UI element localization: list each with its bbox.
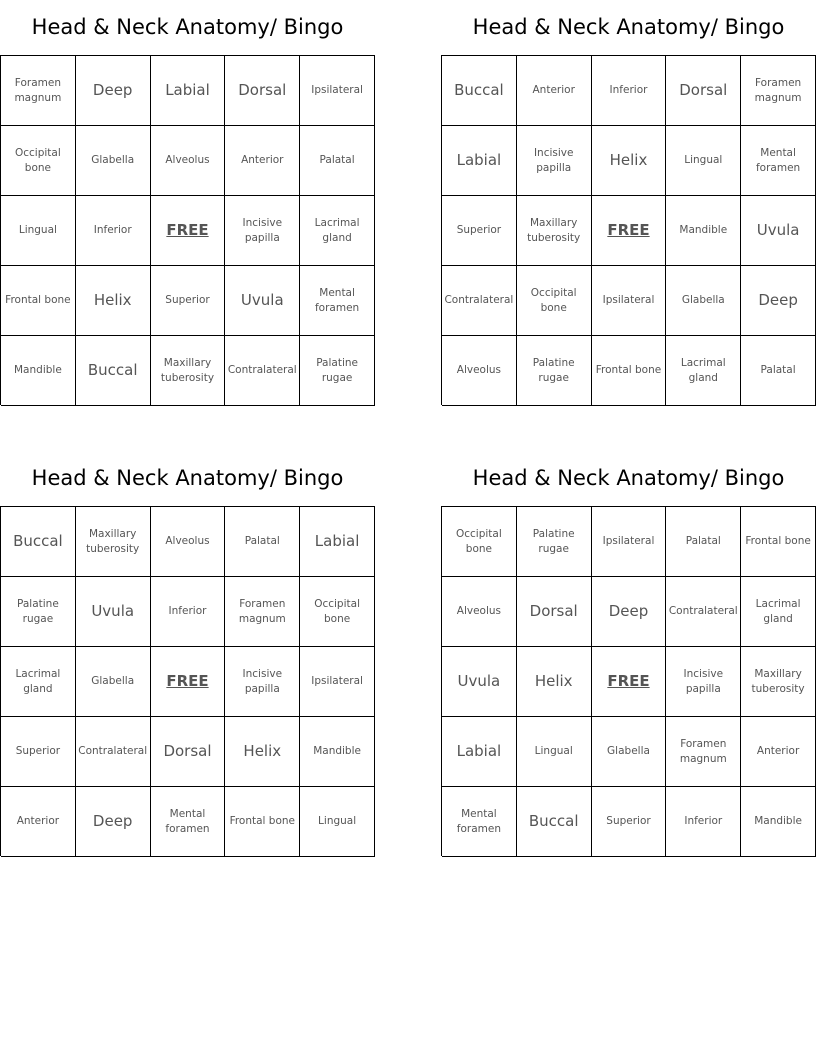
bingo-cell: Deep — [741, 266, 816, 336]
bingo-cell: Incisive papilla — [517, 126, 592, 196]
bingo-cell: Mental foramen — [151, 787, 226, 857]
bingo-cell: Palatal — [741, 336, 816, 406]
bingo-cell: Palatine rugae — [1, 577, 76, 647]
bingo-grid — [441, 506, 816, 856]
bingo-cell: Maxillary tuberosity — [76, 507, 151, 577]
free-space-cell: FREE — [592, 647, 667, 717]
card-title: Head & Neck Anatomy/ Bingo — [31, 466, 344, 490]
bingo-cell: Buccal — [1, 507, 76, 577]
bingo-cell: Lacrimal gland — [1, 647, 76, 717]
bingo-cell: Occipital bone — [442, 507, 517, 577]
bingo-cell: Glabella — [76, 647, 151, 717]
bingo-cell: Palatal — [666, 507, 741, 577]
bingo-cell: Mandible — [741, 787, 816, 857]
bingo-card-4 — [441, 451, 816, 856]
bingo-cell: Deep — [76, 56, 151, 126]
bingo-cell: Lacrimal gland — [666, 336, 741, 406]
bingo-cell: Inferior — [666, 787, 741, 857]
bingo-cell: Inferior — [76, 196, 151, 266]
bingo-cell: Dorsal — [225, 56, 300, 126]
bingo-cell: Occipital bone — [300, 577, 375, 647]
bingo-cell: Helix — [592, 126, 667, 196]
bingo-cell: Frontal bone — [592, 336, 667, 406]
bingo-cell: Anterior — [225, 126, 300, 196]
bingo-cell: Inferior — [592, 56, 667, 126]
bingo-cell: Occipital bone — [1, 126, 76, 196]
bingo-cell: Foramen magnum — [1, 56, 76, 126]
bingo-cell: Anterior — [517, 56, 592, 126]
bingo-cell: Alveolus — [442, 577, 517, 647]
bingo-cell: Mental foramen — [741, 126, 816, 196]
bingo-cell: Helix — [517, 647, 592, 717]
free-space-cell: FREE — [151, 647, 226, 717]
bingo-cell: Dorsal — [517, 577, 592, 647]
bingo-cell: Labial — [442, 126, 517, 196]
free-space-cell: FREE — [151, 196, 226, 266]
bingo-cell: Mandible — [300, 717, 375, 787]
bingo-cell: Anterior — [741, 717, 816, 787]
bingo-cell: Lingual — [517, 717, 592, 787]
bingo-grid — [0, 55, 375, 405]
bingo-cell: Mandible — [1, 336, 76, 406]
bingo-cell: Anterior — [1, 787, 76, 857]
bingo-cell: Dorsal — [151, 717, 226, 787]
bingo-cell: Foramen magnum — [225, 577, 300, 647]
bingo-cell: Palatine rugae — [517, 336, 592, 406]
bingo-cell: Palatine rugae — [300, 336, 375, 406]
bingo-cell: Occipital bone — [517, 266, 592, 336]
bingo-cell: Palatine rugae — [517, 507, 592, 577]
bingo-grid — [0, 506, 375, 856]
bingo-cell: Contralateral — [442, 266, 517, 336]
bingo-cell: Lingual — [1, 196, 76, 266]
bingo-cell: Labial — [442, 717, 517, 787]
bingo-cell: Superior — [592, 787, 667, 857]
bingo-cell: Inferior — [151, 577, 226, 647]
bingo-cell: Incisive papilla — [225, 647, 300, 717]
bingo-cell: Ipsilateral — [300, 56, 375, 126]
bingo-cell: Incisive papilla — [666, 647, 741, 717]
bingo-cell: Foramen magnum — [666, 717, 741, 787]
card-title: Head & Neck Anatomy/ Bingo — [472, 466, 785, 490]
bingo-cell: Maxillary tuberosity — [151, 336, 226, 406]
bingo-grid — [441, 55, 816, 405]
bingo-cell: Buccal — [517, 787, 592, 857]
bingo-cell: Incisive papilla — [225, 196, 300, 266]
bingo-cell: Lingual — [300, 787, 375, 857]
card-title: Head & Neck Anatomy/ Bingo — [31, 15, 344, 39]
card-title: Head & Neck Anatomy/ Bingo — [472, 15, 785, 39]
bingo-cell: Lingual — [666, 126, 741, 196]
bingo-cell: Ipsilateral — [592, 266, 667, 336]
bingo-cell: Superior — [1, 717, 76, 787]
bingo-cell: Superior — [151, 266, 226, 336]
bingo-cell: Contralateral — [225, 336, 300, 406]
bingo-cell: Palatal — [225, 507, 300, 577]
bingo-cell: Glabella — [592, 717, 667, 787]
bingo-cell: Uvula — [225, 266, 300, 336]
bingo-cell: Buccal — [442, 56, 517, 126]
free-space-cell: FREE — [592, 196, 667, 266]
bingo-cell: Frontal bone — [1, 266, 76, 336]
bingo-cell: Labial — [151, 56, 226, 126]
bingo-cell: Contralateral — [666, 577, 741, 647]
bingo-cell: Alveolus — [151, 126, 226, 196]
bingo-card-1 — [0, 0, 375, 405]
bingo-card-2 — [441, 0, 816, 405]
bingo-cell: Uvula — [76, 577, 151, 647]
bingo-cell: Maxillary tuberosity — [741, 647, 816, 717]
bingo-cell: Uvula — [741, 196, 816, 266]
bingo-cell: Superior — [442, 196, 517, 266]
bingo-cell: Buccal — [76, 336, 151, 406]
bingo-cell: Palatal — [300, 126, 375, 196]
bingo-cell: Frontal bone — [741, 507, 816, 577]
bingo-cell: Dorsal — [666, 56, 741, 126]
bingo-cell: Deep — [76, 787, 151, 857]
bingo-cell: Uvula — [442, 647, 517, 717]
bingo-cell: Contralateral — [76, 717, 151, 787]
bingo-cell: Frontal bone — [225, 787, 300, 857]
bingo-cell: Alveolus — [442, 336, 517, 406]
bingo-cell: Maxillary tuberosity — [517, 196, 592, 266]
bingo-cell: Mental foramen — [442, 787, 517, 857]
bingo-cell: Glabella — [76, 126, 151, 196]
bingo-cell: Foramen magnum — [741, 56, 816, 126]
bingo-cell: Deep — [592, 577, 667, 647]
bingo-cell: Mandible — [666, 196, 741, 266]
bingo-cell: Lacrimal gland — [300, 196, 375, 266]
bingo-cell: Labial — [300, 507, 375, 577]
bingo-cell: Mental foramen — [300, 266, 375, 336]
bingo-cell: Helix — [225, 717, 300, 787]
bingo-cell: Helix — [76, 266, 151, 336]
bingo-cell: Alveolus — [151, 507, 226, 577]
bingo-cell: Ipsilateral — [300, 647, 375, 717]
bingo-cell: Glabella — [666, 266, 741, 336]
bingo-cell: Lacrimal gland — [741, 577, 816, 647]
bingo-card-3 — [0, 451, 375, 856]
bingo-cell: Ipsilateral — [592, 507, 667, 577]
